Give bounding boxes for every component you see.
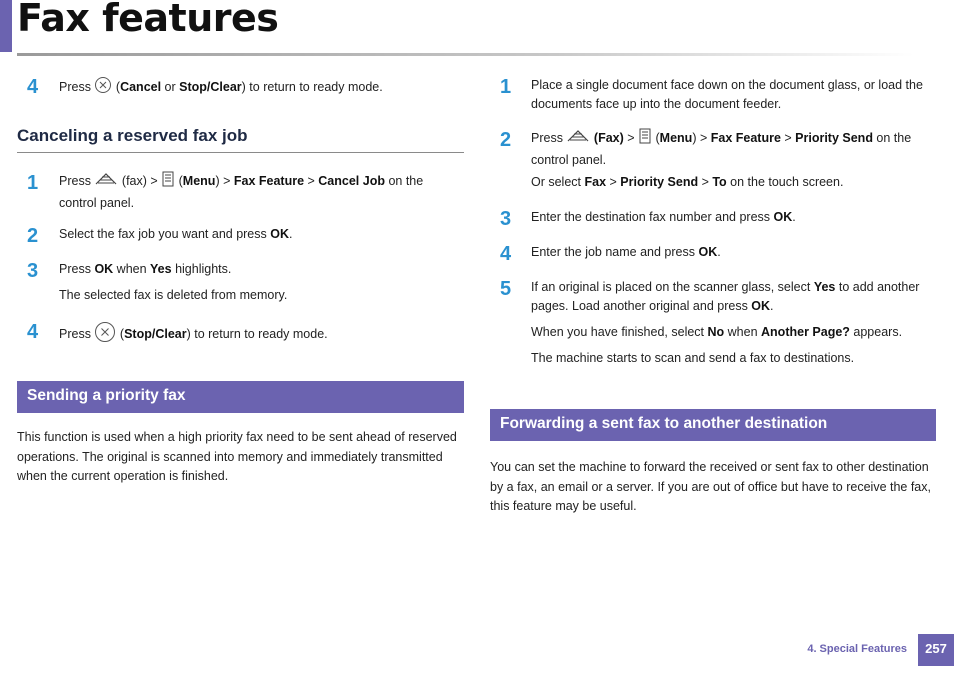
step-text: Press (fax) > (Menu) > Fax Feature > Cancel Job on the control panel. bbox=[59, 170, 464, 212]
section-band-heading: Forwarding a sent fax to another destination bbox=[490, 409, 936, 441]
step-number: 3 bbox=[27, 260, 39, 282]
step-text: Press (Stop/Clear) to return to ready mode. bbox=[59, 321, 464, 349]
step-note: The selected fax is deleted from memory. bbox=[59, 288, 288, 302]
stop-clear-icon bbox=[94, 76, 112, 100]
step-text: Place a single document face down on the document glass, or load the documents face up into the document feeder. bbox=[531, 78, 923, 111]
step-text: Press OK when Yes highlights. bbox=[59, 262, 232, 276]
section-paragraph: You can set the machine to forward the received or sent fax to other destination by a fax, an email or a server. If you are out of office but have to receive the fax, this feature may be useful. bbox=[490, 460, 931, 513]
step-text: Press (Cancel or Stop/Clear) to return to ready mode. bbox=[59, 76, 459, 100]
section-paragraph: This function is used when a high priority fax need to be sent ahead of reserved operations. The original is scanned into memory and immediately transmitted when the current operation is finished. bbox=[17, 430, 457, 483]
step-number: 5 bbox=[500, 278, 512, 300]
step-number: 2 bbox=[27, 225, 39, 247]
step-number: 3 bbox=[500, 208, 512, 230]
menu-icon bbox=[161, 171, 175, 193]
page-number: 257 bbox=[918, 634, 954, 666]
step-number: 4 bbox=[27, 76, 39, 98]
step-note: The machine starts to scan and send a fax to destinations. bbox=[531, 351, 855, 365]
step-text: Enter the job name and press OK. bbox=[531, 245, 721, 259]
step-note: Or select Fax > Priority Send > To on the touch screen. bbox=[531, 175, 844, 189]
step-number: 1 bbox=[27, 172, 39, 194]
step-number: 4 bbox=[27, 321, 39, 343]
fax-icon bbox=[94, 170, 118, 194]
step-text: Select the fax job you want and press OK. bbox=[59, 227, 293, 241]
step-number: 1 bbox=[500, 76, 512, 98]
step-text: If an original is placed on the scanner glass, select Yes to add another pages. Load another original and press OK. bbox=[531, 280, 920, 313]
title-divider bbox=[17, 53, 914, 56]
step-text: Enter the destination fax number and press OK. bbox=[531, 210, 796, 224]
fax-icon bbox=[566, 127, 590, 151]
section-divider bbox=[17, 152, 464, 153]
stop-clear-icon bbox=[94, 321, 116, 349]
page-title: Fax features bbox=[17, 0, 279, 40]
step-number: 2 bbox=[500, 129, 512, 151]
menu-icon bbox=[638, 128, 652, 150]
section-band-heading: Sending a priority fax bbox=[17, 381, 464, 413]
section-heading: Canceling a reserved fax job bbox=[17, 126, 248, 145]
footer-chapter: 4. Special Features bbox=[807, 643, 907, 655]
step-note: When you have finished, select No when Another Page? appears. bbox=[531, 325, 903, 339]
header-accent-bar bbox=[0, 0, 12, 52]
step-number: 4 bbox=[500, 243, 512, 265]
step-text: Press (Fax) > (Menu) > Fax Feature > Priority Send on the control panel. bbox=[531, 127, 936, 169]
